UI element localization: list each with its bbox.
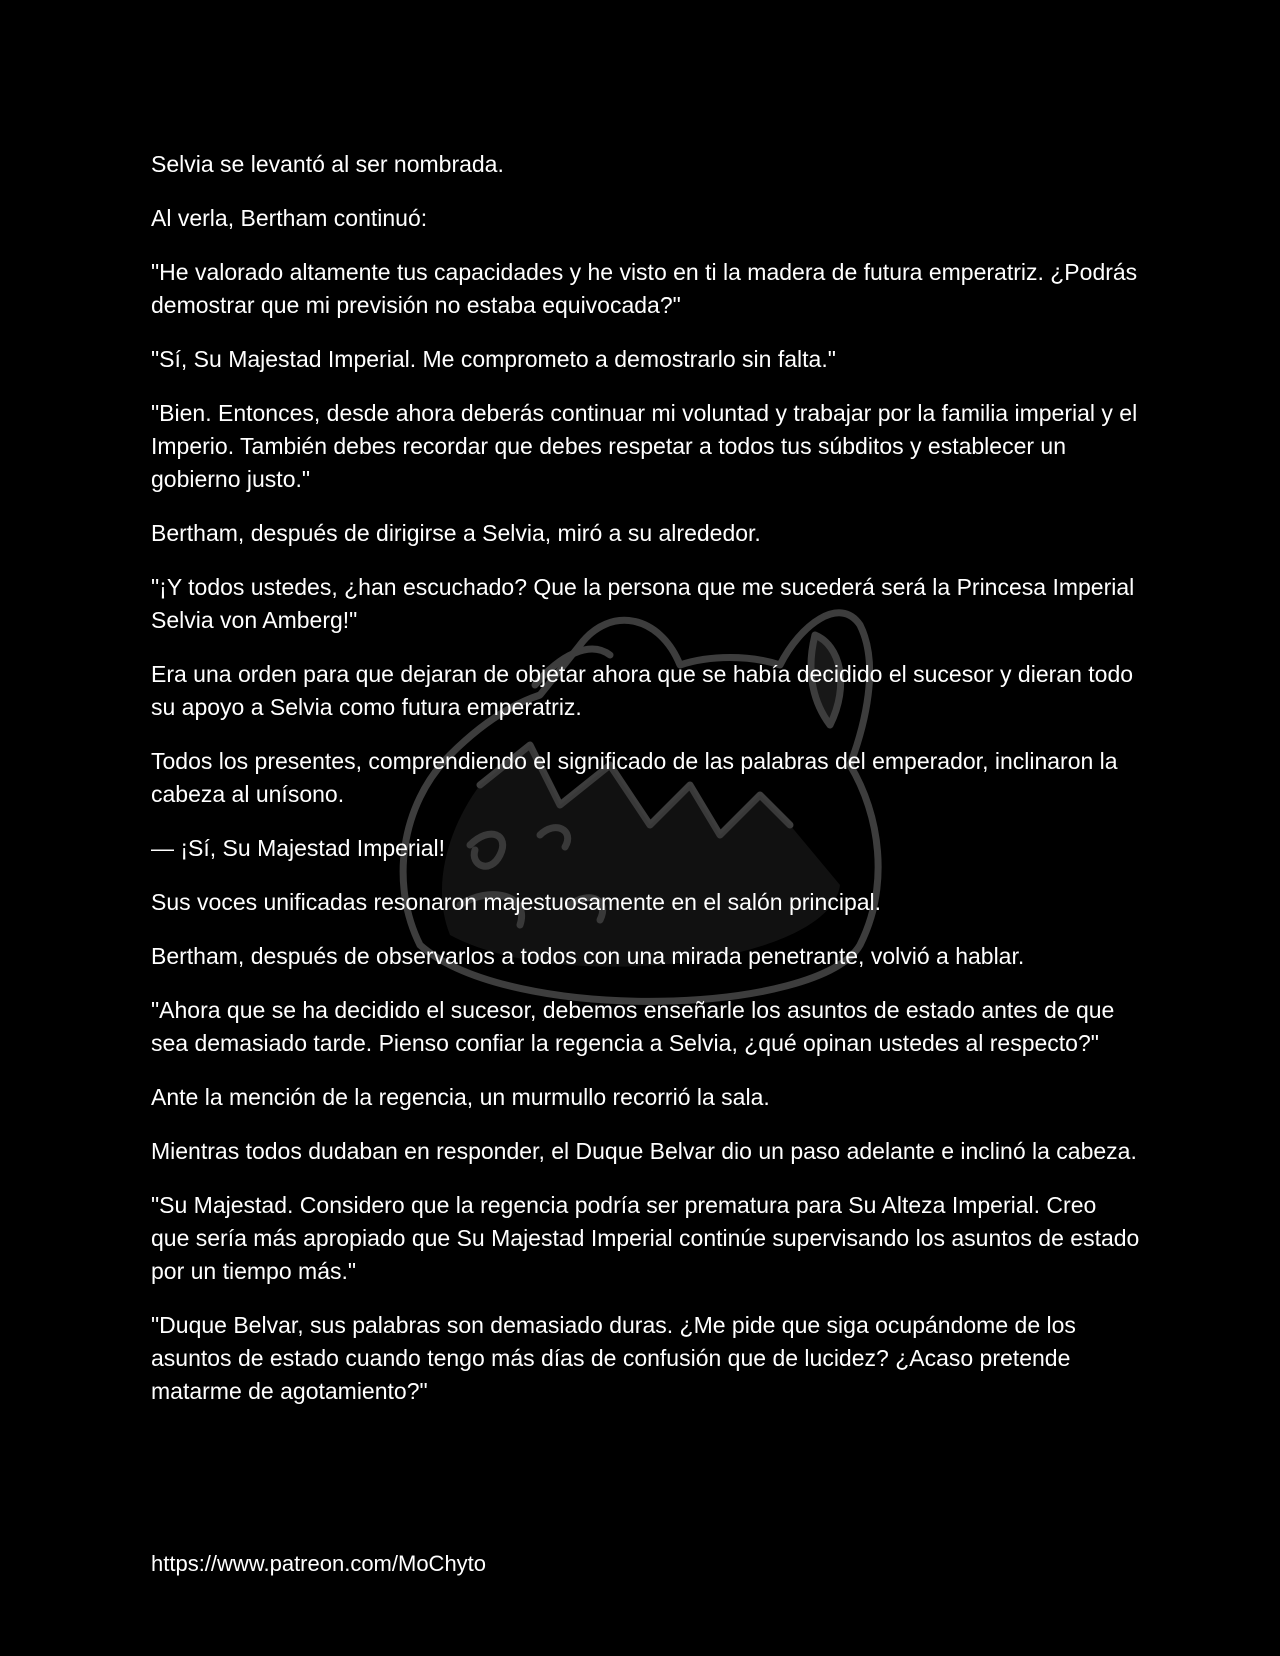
paragraph: Bertham, después de observarlos a todos con una mirada penetrante, volvió a hablar.: [151, 943, 1025, 969]
paragraph: "Bien. Entonces, desde ahora deberás continuar mi voluntad y trabajar por la familia imperial y el Imperio. También debes recordar que debes respetar a todos tus súbditos y establecer un gobierno justo.": [151, 400, 1138, 492]
paragraph: "Sí, Su Majestad Imperial. Me comprometo a demostrarlo sin falta.": [151, 346, 836, 372]
paragraph: Todos los presentes, comprendiendo el significado de las palabras del emperador, inclinaron la cabeza al unísono.: [151, 748, 1118, 807]
paragraph: Mientras todos dudaban en responder, el Duque Belvar dio un paso adelante e inclinó la cabeza.: [151, 1138, 1137, 1164]
paragraph: "Su Majestad. Considero que la regencia podría ser prematura para Su Alteza Imperial. Creo que sería más apropiado que Su Majestad Imperial continúe supervisando los asuntos de estado por un tiempo más.": [151, 1192, 1140, 1284]
document-body: [151, 148, 1141, 1429]
paragraph: Bertham, después de dirigirse a Selvia, miró a su alrededor.: [151, 520, 761, 546]
paragraph: "Duque Belvar, sus palabras son demasiado duras. ¿Me pide que siga ocupándome de los asuntos de estado cuando tengo más días de confusión que de lucidez? ¿Acaso pretende matarme de agotamiento?": [151, 1312, 1076, 1404]
paragraph: Al verla, Bertham continuó:: [151, 205, 428, 231]
paragraph: "Ahora que se ha decidido el sucesor, debemos enseñarle los asuntos de estado antes de que sea demasiado tarde. Pienso confiar la regencia a Selvia, ¿qué opinan ustedes al respecto?": [151, 997, 1115, 1056]
patreon-link[interactable]: https://www.patreon.com/MoChyto: [151, 1551, 487, 1576]
paragraph: — ¡Sí, Su Majestad Imperial!: [151, 835, 445, 861]
paragraph: "¡Y todos ustedes, ¿han escuchado? Que la persona que me sucederá será la Princesa Imperial Selvia von Amberg!": [151, 574, 1135, 633]
paragraph: Selvia se levantó al ser nombrada.: [151, 151, 504, 177]
paragraph: Sus voces unificadas resonaron majestuosamente en el salón principal.: [151, 889, 882, 915]
paragraph: "He valorado altamente tus capacidades y he visto en ti la madera de futura emperatriz. ¿Podrás demostrar que mi previsión no estaba equivocada?": [151, 259, 1138, 318]
paragraph: Era una orden para que dejaran de objetar ahora que se había decidido el sucesor y dieran todo su apoyo a Selvia como futura emperatriz.: [151, 661, 1134, 720]
paragraph: Ante la mención de la regencia, un murmullo recorrió la sala.: [151, 1084, 770, 1110]
